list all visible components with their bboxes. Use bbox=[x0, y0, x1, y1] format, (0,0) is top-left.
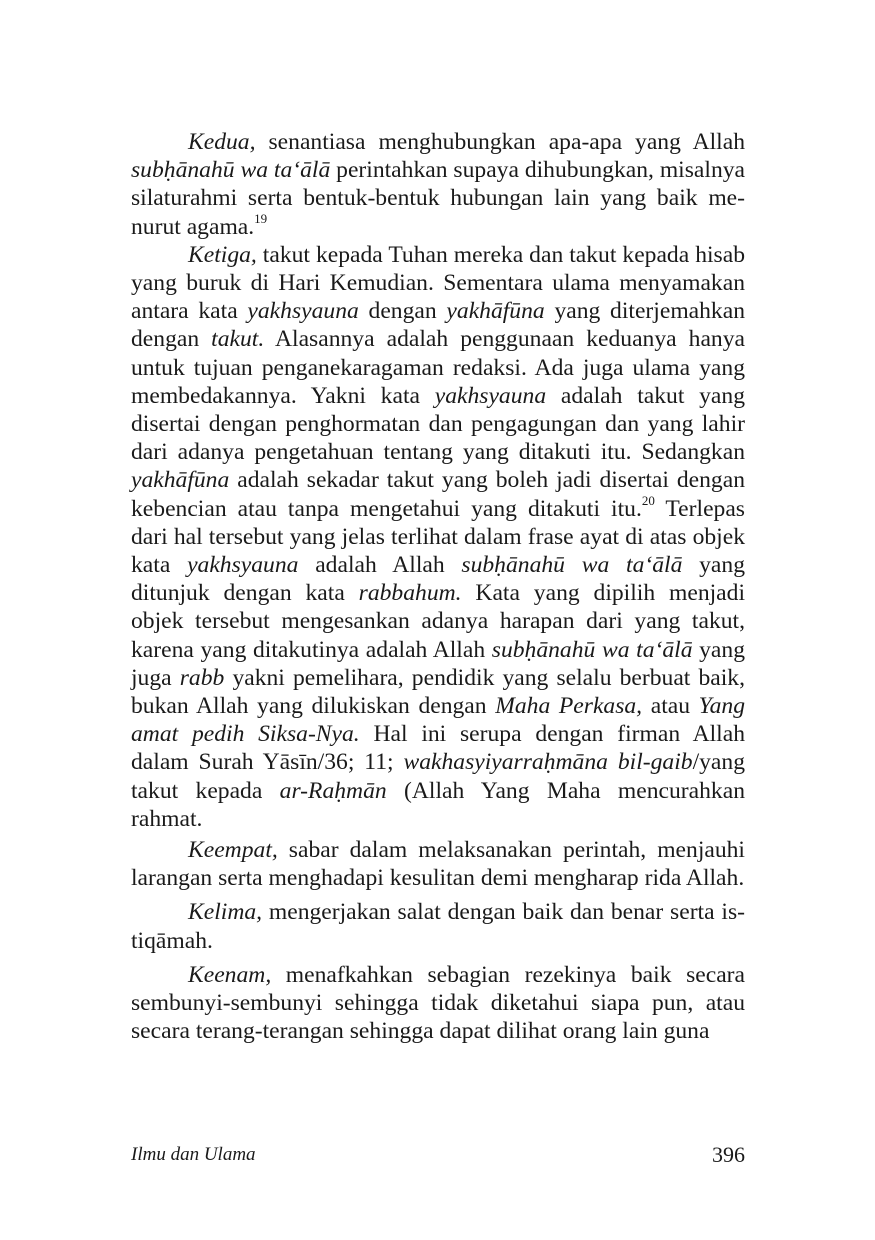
text-run: (Allah Yang Maha mencurahkan rahmat. bbox=[131, 777, 745, 832]
text-run: Alasannya adalah penggunaan keduanya hanya untuk tujuan penganekaragaman redaksi. Ada juga ulama yang membedakannya. Yakni kata bbox=[131, 326, 745, 409]
italic-term: Kelima, bbox=[188, 899, 263, 926]
text-run: takut kepada Tuhan mereka dan takut kepada hisab yang buruk di Hari Kemudian. Sementara ulama menyamakan antara kata bbox=[131, 241, 745, 325]
footnote-ref: 19 bbox=[254, 210, 268, 226]
italic-term: ar-Raḥmān bbox=[279, 777, 387, 804]
running-footer-title: Ilmu dan Ulama bbox=[131, 1144, 256, 1165]
italic-term: subḥānahū wa ta‘ālā bbox=[131, 157, 331, 184]
italic-term: subḥānahū wa ta‘ālā bbox=[461, 552, 683, 579]
text-run: yang diterjemahkan dengan bbox=[131, 298, 745, 353]
text-run: Hal ini serupa dengan firman Allah dalam Surah Yāsīn/36; 11; bbox=[131, 721, 746, 776]
text-run: /yang takut kepada bbox=[131, 749, 745, 804]
text-run: yakni pemelihara, pendidik yang selalu berbuat baik, bukan Allah yang dilukiskan dengan bbox=[131, 664, 745, 720]
text-run: senantiasa menghubungkan apa-apa yang Allah bbox=[255, 129, 745, 155]
italic-term: yakhāfūna bbox=[131, 467, 230, 494]
page-number: 396 bbox=[712, 1142, 745, 1167]
footnote-ref: 20 bbox=[641, 492, 655, 508]
text-run: dengan bbox=[358, 298, 447, 325]
paragraph-ketiga bbox=[131, 241, 745, 833]
italic-term: yakhsyauna bbox=[247, 298, 359, 325]
italic-term: Kedua, bbox=[188, 129, 256, 155]
paragraph-keenam bbox=[131, 961, 745, 1046]
text-run: adalah Allah bbox=[298, 552, 462, 579]
text-run: yang juga bbox=[131, 636, 746, 691]
italic-term: Keenam, bbox=[188, 961, 272, 988]
text-run: mengerjakan salat dengan baik dan benar serta istiqāmah. bbox=[131, 899, 745, 954]
italic-term: rabb bbox=[179, 664, 225, 691]
text-run: adalah takut yang disertai dengan penghormatan dan pengagungan dan yang lahir dari adanya pengetahuan tentang yang ditakuti itu. Sedangkan bbox=[131, 382, 745, 466]
text-run: perintahkan supaya dihubungkan, misalnya silaturahmi serta bentuk-bentuk hubungan lain yang baik menurut agama. bbox=[131, 157, 746, 240]
italic-term: rabbahum. bbox=[358, 580, 462, 607]
text-run: sabar dalam melaksanakan perintah, menjauhi larangan serta menghadapi kesulitan demi mengharap rida Allah. bbox=[131, 837, 745, 892]
text-run: menafkahkan sebagian rezekinya baik secara sembunyi-sembunyi sehingga tidak diketahui siapa pun, atau secara terang-terangan sehingga dapat dilihat orang lain guna bbox=[131, 961, 745, 1045]
italic-term: Keempat, bbox=[188, 837, 278, 864]
text-run: atau bbox=[642, 693, 699, 720]
text-run: adalah sekadar takut yang boleh jadi disertai dengan kebencian atau tanpa mengetahui yang ditakuti itu. bbox=[131, 467, 745, 522]
italic-term: takut. bbox=[211, 326, 265, 353]
italic-term: yakhsyauna bbox=[187, 552, 299, 579]
body-text bbox=[131, 128, 745, 1046]
paragraph-keempat bbox=[131, 836, 745, 892]
italic-term: subḥānahū wa ta‘ālā bbox=[491, 636, 693, 663]
italic-term: yakhāfūna bbox=[446, 298, 545, 325]
text-run: Kata yang dipilih menjadi objek tersebut mengesankan adanya harapan dari yang takut, karena yang ditakutinya adalah Allah bbox=[131, 580, 745, 663]
text-run: Terlepas dari hal tersebut yang jelas terlihat dalam frase ayat di atas objek kata bbox=[131, 495, 745, 579]
paragraph-kelima bbox=[131, 898, 745, 954]
italic-term: yakhsyauna bbox=[434, 382, 547, 409]
italic-term: Yang amat pedih Siksa-Nya. bbox=[131, 693, 745, 748]
italic-term: wakhasyiyarraḥmāna bil-gaib bbox=[403, 749, 693, 776]
italic-term: Ketiga, bbox=[188, 241, 257, 268]
text-run: yang ditunjuk dengan kata bbox=[131, 552, 745, 607]
paragraph-kedua bbox=[131, 128, 745, 241]
italic-term: Maha Perkasa, bbox=[495, 693, 643, 720]
